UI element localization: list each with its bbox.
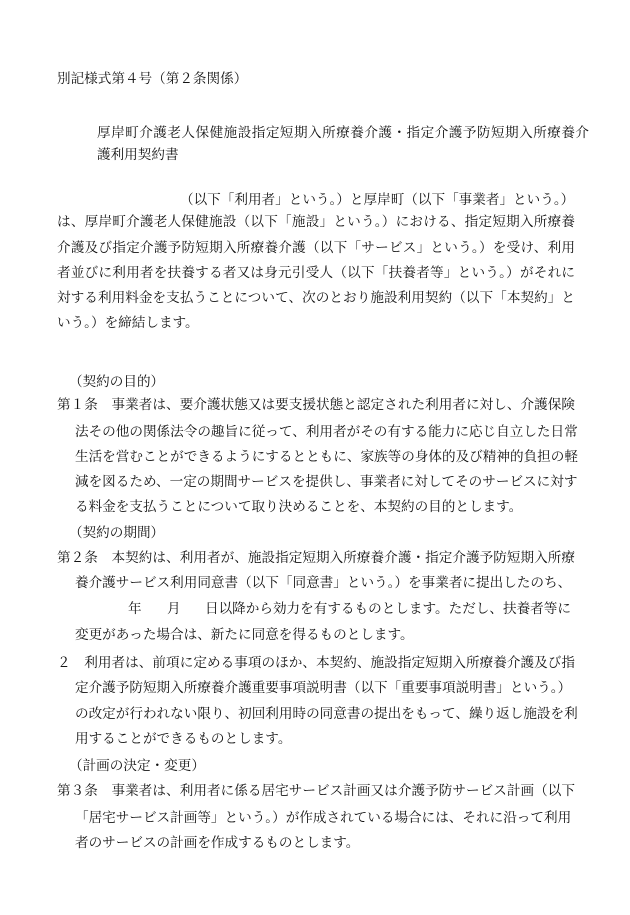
article3-line: 「居宅サービス計画等」という。）が作成されている場合には、それに沿って利用 xyxy=(75,810,572,826)
preamble-line: いう。）を締結します。 xyxy=(57,315,199,331)
article1-heading: （契約の目的） xyxy=(69,374,165,390)
date-day-clause: 日以降から効力を有するものとします。ただし、扶養者等に xyxy=(205,601,571,617)
article2-para2-line: 定介護予防短期入所療養介護重要事項説明書（以下「重要事項説明書」という。） xyxy=(75,680,572,696)
date-year-label: 年 xyxy=(128,601,142,617)
document-title-line2: 護利用契約書 xyxy=(97,147,179,163)
preamble-line: 対する利用料金を支払うことについて、次のとおり施設利用契約（以下「本契約」と xyxy=(57,290,575,306)
preamble-line: 介護及び指定介護予防短期入所療養介護（以下「サービス」という。）を受け、利用 xyxy=(57,240,575,256)
article1-line: 減を図るため、一定の期間サービスを提供し、事業者に対してそのサービスに対す xyxy=(75,474,578,490)
article3-heading: （計画の決定・変更） xyxy=(69,758,205,774)
article1-line: 法その他の関係法令の趣旨に従って、利用者がその有する能力に応じ自立した日常 xyxy=(75,424,578,440)
article2-heading: （契約の期間） xyxy=(69,525,165,541)
article2-para2-line: 用することができるものとします。 xyxy=(75,731,292,747)
article1-line: 第１条 事業者は、要介護状態又は要支援状態と認定された利用者に対し、介護保険 xyxy=(57,397,575,413)
form-number: 別記様式第４号（第２条関係） xyxy=(57,71,248,87)
article1-line: 生活を営むことができるようにするとともに、家族等の身体的及び精神的負担の軽 xyxy=(75,449,578,465)
article3-line: 者のサービスの計画を作成するものとします。 xyxy=(75,835,360,851)
document-title-line1: 厚岸町介護老人保健施設指定短期入所療養介護・指定介護予防短期入所療養介 xyxy=(97,125,589,141)
date-month-label: 月 xyxy=(167,601,181,617)
article2-para2-line: の改定が行われない限り、初回利用時の同意書の提出をもって、繰り返し施設を利 xyxy=(75,706,578,722)
article2-line: 変更があった場合は、新たに同意を得るものとします。 xyxy=(75,627,414,643)
article2-line: 養介護サービス利用同意書（以下「同意書」という。）を事業者に提出したのち、 xyxy=(75,575,572,591)
article2-para2-line: ２ 利用者は、前項に定める事項のほか、本契約、施設指定短期入所療養介護及び指 xyxy=(57,655,575,671)
article2-line: 第２条 本契約は、利用者が、施設指定短期入所療養介護・指定介護予防短期入所療 xyxy=(57,550,575,566)
preamble-line: 者並びに利用者を扶養する者又は身元引受人（以下「扶養者等」という。）がそれに xyxy=(57,265,575,281)
preamble-line: （以下「利用者」という。）と厚岸町（以下「事業者」という。） xyxy=(180,192,575,208)
article3-line: 第３条 事業者は、利用者に係る居宅サービス計画又は介護予防サービス計画（以下 xyxy=(57,783,575,799)
article1-line: る料金を支払うことについて取り決めることを、本契約の目的とします。 xyxy=(75,499,523,515)
preamble-line: は、厚岸町介護老人保健施設（以下「施設」という。）における、指定短期入所療養 xyxy=(57,214,575,230)
